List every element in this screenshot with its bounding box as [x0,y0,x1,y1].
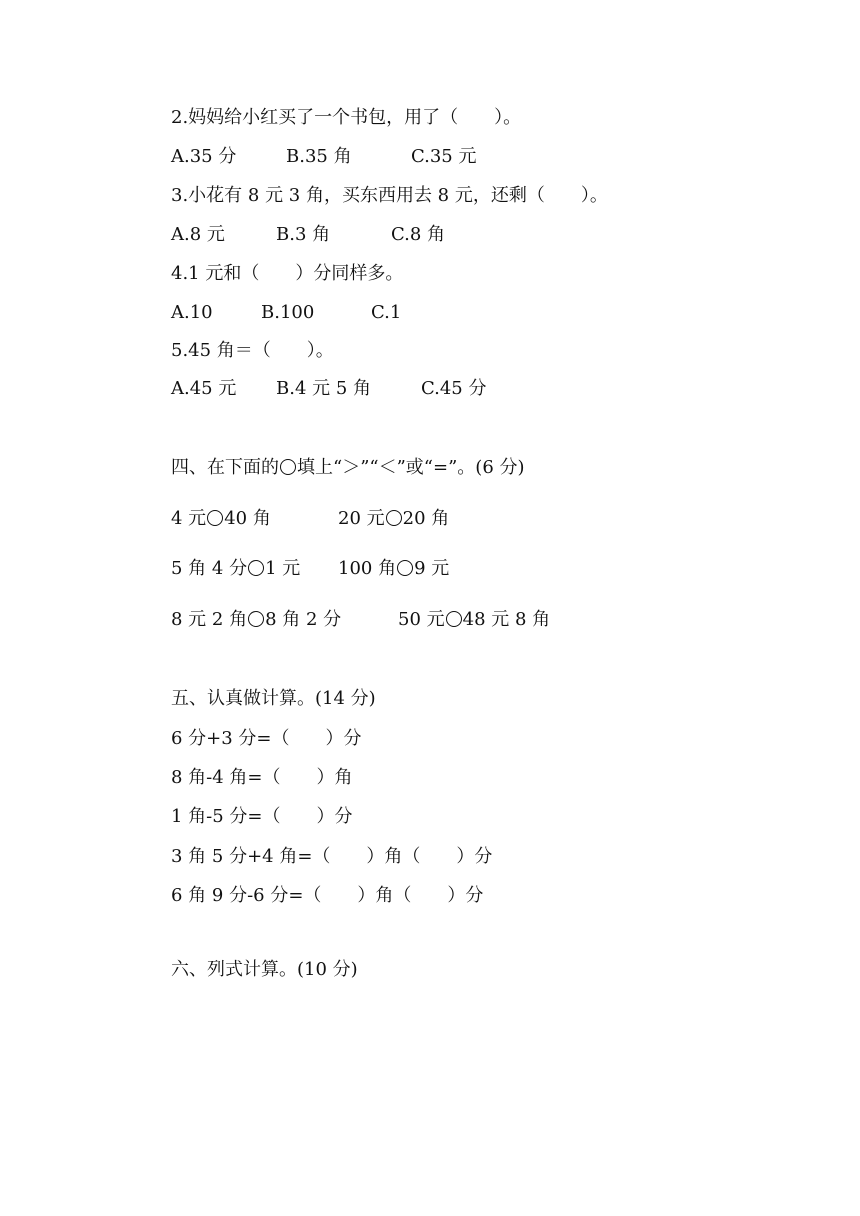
question-5-options [171,376,771,402]
section-4-title-before: 四、在下面的 [171,457,279,478]
comparison-left: 50 元 [398,609,445,630]
answer-circle-icon[interactable] [207,510,223,526]
option-b: B.100 [261,302,315,323]
comparison-left: 100 角 [338,558,397,579]
comparison-right: 20 角 [402,508,450,529]
section-4-title [171,455,525,481]
option-c: C.35 元 [411,146,477,167]
circle-icon [280,459,296,475]
comparison-left: 20 元 [338,508,385,529]
option-b: B.3 角 [276,224,331,245]
question-2-options [171,144,771,170]
question-4-stem: 4.1 元和（ ）分同样多。 [171,263,404,284]
section-6-title: 六、列式计算。(10 分) [171,959,358,980]
calc-item: 6 分+3 分=（ ）分 [171,728,362,749]
option-a: A.8 元 [171,224,225,245]
comparison-left: 4 元 [171,508,207,529]
option-a: A.45 元 [171,378,237,399]
calc-item: 3 角 5 分+4 角=（ ）角（ ）分 [171,846,493,867]
comparison-item [171,556,300,582]
comparison-row [171,607,771,633]
answer-circle-icon[interactable] [248,611,264,627]
calc-item: 1 角-5 分=（ ）分 [171,806,353,827]
calc-item: 8 角-4 角=（ ）角 [171,767,353,788]
comparison-left: 5 角 4 分 [171,558,248,579]
section-5-title: 五、认真做计算。(14 分) [171,688,376,709]
answer-circle-icon[interactable] [248,560,264,576]
question-4-options [171,300,771,326]
answer-circle-icon[interactable] [386,510,402,526]
option-b: B.4 元 5 角 [276,378,372,399]
comparison-row [171,506,771,532]
question-3-options [171,222,771,248]
option-c: C.1 [371,302,402,323]
question-3-stem: 3.小花有 8 元 3 角，买东西用去 8 元，还剩（ ）。 [171,185,608,206]
option-a: A.10 [171,302,213,323]
comparison-right: 40 角 [224,508,271,529]
comparison-item [171,607,341,633]
calc-item: 6 角 9 分-6 分=（ ）角（ ）分 [171,885,484,906]
question-2-stem: 2.妈妈给小红买了一个书包，用了（ ）。 [171,107,522,128]
comparison-row [171,556,771,582]
answer-circle-icon[interactable] [446,611,462,627]
option-a: A.35 分 [171,146,237,167]
answer-circle-icon[interactable] [397,560,413,576]
comparison-right: 8 角 2 分 [265,609,342,630]
comparison-item [338,506,449,532]
comparison-item [398,607,550,633]
comparison-left: 8 元 2 角 [171,609,248,630]
comparison-right: 48 元 8 角 [462,609,551,630]
option-c: C.45 分 [421,378,487,399]
section-4-title-after: 填上“＞”“＜”或“=”。(6 分) [297,457,525,478]
question-5-stem: 5.45 角＝（ ）。 [171,340,334,361]
comparison-right: 9 元 [414,558,450,579]
comparison-item [171,506,271,532]
option-c: C.8 角 [391,224,446,245]
comparison-right: 1 元 [265,558,301,579]
comparison-item [338,556,449,582]
option-b: B.35 角 [286,146,352,167]
